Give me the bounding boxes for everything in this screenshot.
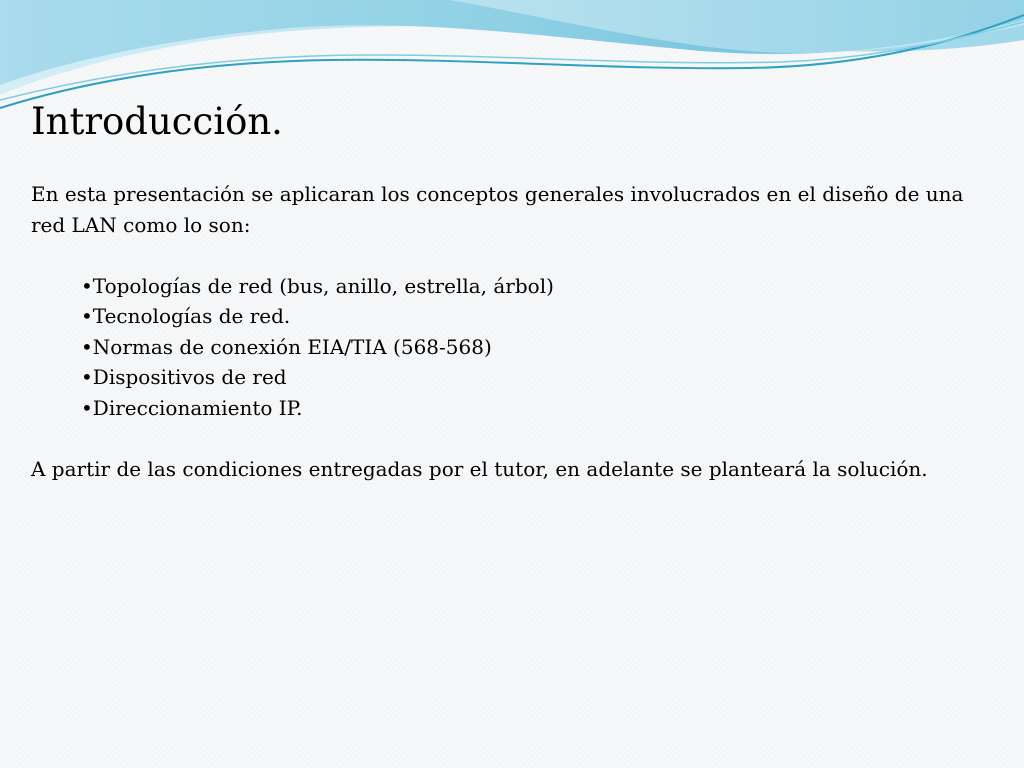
concepts-list	[31, 271, 981, 424]
list-item-devices: •Dispositivos de red	[81, 365, 287, 389]
slide-title: Introducción.	[31, 100, 283, 143]
list-item-standards: •Normas de conexión EIA/TIA (568-568)	[81, 334, 492, 359]
paragraph-spacer	[31, 240, 981, 271]
list-item-ip-addressing: •Direccionamiento IP.	[81, 395, 303, 420]
list-item-topologies: •Topologías de red (bus, anillo, estrella, árbol)	[81, 273, 554, 298]
list-item-technologies: •Tecnologías de red.	[81, 304, 291, 328]
intro-paragraph: En esta presentación se aplicaran los conceptos generales involucrados en el diseño de una red LAN como lo son:	[31, 182, 964, 237]
conclusion-paragraph: A partir de las condiciones entregadas por el tutor, en adelante se planteará la solución.	[31, 456, 928, 481]
paragraph-spacer	[31, 423, 981, 454]
slide-body	[31, 179, 981, 484]
